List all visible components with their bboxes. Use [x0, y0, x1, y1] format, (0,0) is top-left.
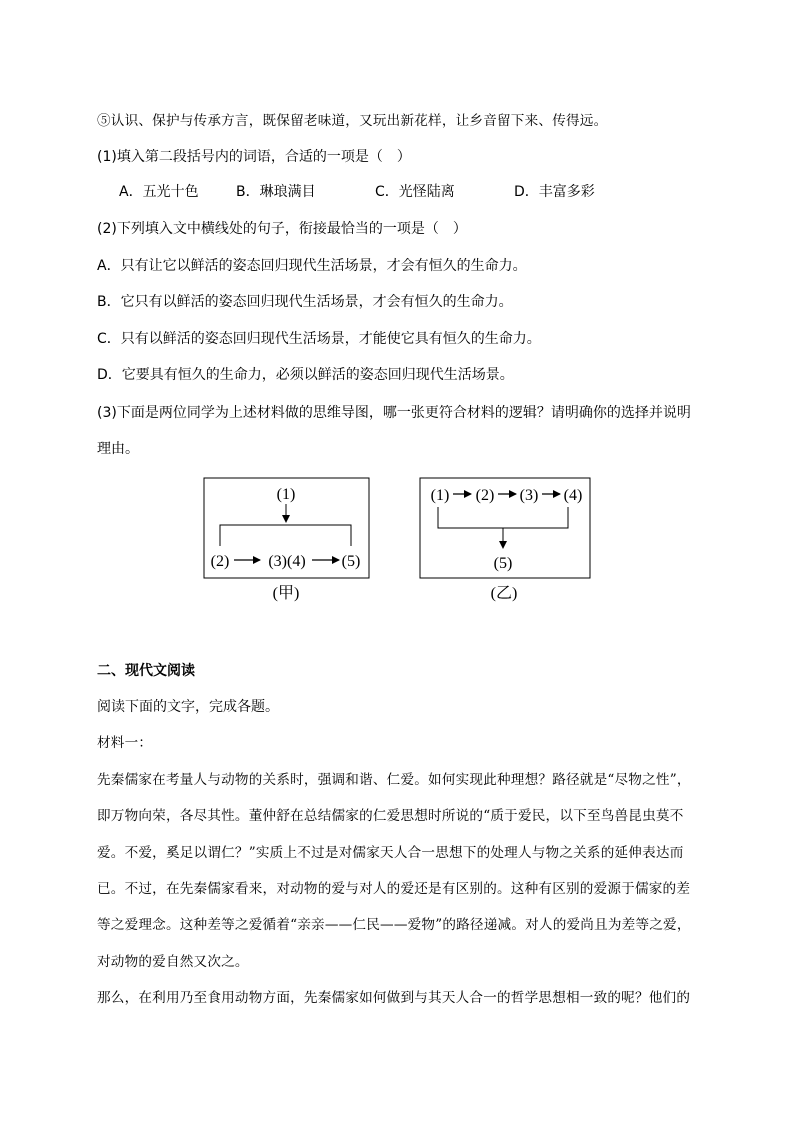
yi-caption: (乙)	[490, 585, 518, 602]
q1-option-d: D．丰富多彩	[514, 184, 595, 200]
jia-caption: (甲)	[272, 585, 300, 602]
yi-node-1: (1)	[430, 487, 450, 504]
material-1-line-3: 爱。不爱，奚足以谓仁？”实质上不过是对儒家天人合一思想下的处理人与物之关系的延伸表达而	[97, 845, 684, 861]
yi-node-5: (5)	[493, 555, 513, 572]
jia-node-34: (3)(4)	[268, 553, 306, 570]
material-1-line-5: 等之爱理念。这种差等之爱循着“亲亲——仁民——爱物”的路径递减。对人的爱尚且为差等之爱，	[97, 917, 691, 933]
paragraph-5: ⑤认识、保护与传承方言，既保留老味道，又玩出新花样，让乡音留下来、传得远。	[97, 113, 608, 129]
material-1-label: 材料一：	[97, 735, 153, 751]
q2-option-c: C．只有以鲜活的姿态回归现代生活场景，才能使它具有恒久的生命力。	[97, 331, 541, 347]
jia-node-2: (2)	[210, 553, 230, 570]
section-2-instruction: 阅读下面的文字，完成各题。	[97, 699, 279, 715]
q1-option-c: C．光怪陆离	[375, 184, 455, 200]
material-1-line-4: 已。不过，在先秦儒家看来，对动物的爱与对人的爱还是有区别的。这种有区别的爱源于儒家的差	[97, 881, 691, 897]
q2-option-b: B．它只有以鲜活的姿态回归现代生活场景，才会有恒久的生命力。	[97, 294, 513, 310]
yi-node-2: (2)	[475, 487, 495, 504]
mind-map-yi	[416, 474, 596, 609]
question-3-stem-line-2: 理由。	[97, 441, 139, 457]
yi-node-3: (3)	[519, 487, 539, 504]
jia-node-5: (5)	[341, 553, 361, 570]
q1-option-a: A．五光十色	[119, 184, 199, 200]
q2-option-d: D．它要具有恒久的生命力，必须以鲜活的姿态回归现代生活场景。	[97, 367, 514, 383]
section-2-heading: 二、现代文阅读	[97, 663, 195, 679]
material-1-line-7: 那么，在利用乃至食用动物方面，先秦儒家如何做到与其天人合一的哲学思想相一致的呢？他们的	[97, 990, 691, 1006]
material-1-line-6: 对动物的爱自然又次之。	[97, 954, 249, 970]
jia-node-1: (1)	[276, 486, 296, 503]
material-1-line-2: 即万物向荣，各尽其性。董仲舒在总结儒家的仁爱思想时所说的“质于爱民，以下至鸟兽昆虫莫不	[97, 808, 684, 824]
mind-map-jia	[200, 474, 375, 609]
question-1-stem: (1)填入第二段括号内的词语，合适的一项是（ ）	[97, 149, 411, 165]
yi-node-4: (4)	[563, 487, 583, 504]
q2-option-a: A．只有让它以鲜活的姿态回归现代生活场景，才会有恒久的生命力。	[97, 258, 527, 274]
material-1-line-1: 先秦儒家在考量人与动物的关系时，强调和谐、仁爱。如何实现此种理想？路径就是“尽物之性”，	[97, 772, 691, 788]
q1-option-b: B．琳琅满目	[236, 184, 316, 200]
question-3-stem-line-1: (3)下面是两位同学为上述材料做的思维导图，哪一张更符合材料的逻辑？请明确你的选择并说明	[97, 405, 691, 421]
question-2-stem: (2)下列填入文中横线处的句子，衔接最恰当的一项是（ ）	[97, 221, 467, 237]
